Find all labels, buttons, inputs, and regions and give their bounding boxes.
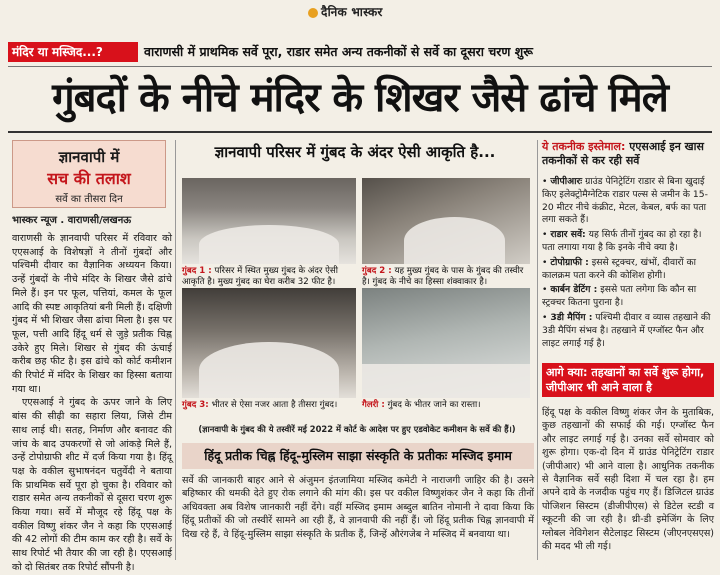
paragraph: वाराणसी के ज्ञानवापी परिसर में रविवार को एएसआई के विशेषज्ञों ने तीनों गुंबदों और पश्चिमी दीवार का वैज्ञानिक अध्ययन किया। उन्हें गुंबदों के नीचे मंदिर के शिखर जैसे ढांचे मिले हैं। इन पर फूल, पत्तियां, कमल के फूल आदि की स्पष्ट आकृतियां बनी मिली हैं। दक्षिणी गुंबद में भी शिखर जैसा ढांचा मिला है। इस पर फूल, पत्ती आदि हिंदू धर्म से जुड़े प्रतीक चिह्न उकेरे हुए मिले। शिखर से गुंबद की ऊंचाई करीब छह फीट है। इस ढांचे को कोर्ट कमीशन की रिपोर्ट में मंदिर के शिखर का हिस्सा बताया गया था। <box>12 233 172 395</box>
dome-3-photo <box>182 286 356 398</box>
series-logo <box>12 140 166 208</box>
whats-next-box: आगे क्या: तहखानों का सर्वे शुरू होगा, जीपीआर भी आने वाला है <box>542 363 714 397</box>
divider <box>8 131 712 133</box>
list-item: • जीपीआरः ग्राउंड पेनिट्रेटिंग राडार से बिना खुदाई किए इलेक्ट्रोमैग्नेटिक राडार पल्स से जमीन के 15-20 मीटर नीचे कंक्रीट, मेटल, केबल, बर्फ का पता लगा सकते हैं। <box>542 176 708 226</box>
list-item: • राडार सर्वे: यह सिर्फ तीनों गुंबद का हो रहा है। पता लगाया गया है कि इनके नीचे क्या है। <box>542 229 702 253</box>
list-item: • 3डी मैपिंग : पश्चिमी दीवार व व्यास तहखाने की 3डी मैपिंग संभव है। तहखाने में एग्जॉस्ट फैन और लाइट लगाई गई है। <box>542 311 711 349</box>
kicker-line: वाराणसी में प्राथमिक सर्वे पूरा, राडार समेत अन्य तकनीकों से सर्वे का दूसरा चरण शुरू <box>144 44 534 59</box>
tech-box-heading: ये तकनीक इस्तेमाल: एएसआई इन खास तकनीकों से कर रही सर्वे <box>542 140 704 167</box>
main-headline: गुंबदों के नीचे मंदिर के शिखर जैसे ढांचे मिले <box>52 75 668 121</box>
section-tag: मंदिर या मस्जिद...? <box>8 42 138 62</box>
list-item: • टोपोग्राफी : इससे स्ट्रक्चर, खंभों, दीवारों का कालक्रम पता करने की कोशिश होगी। <box>542 256 696 281</box>
gallery-photo <box>362 286 530 398</box>
list-item: • कार्बन डेटिंग : इससे पता लगेगा कि कौन सा स्ट्रक्चर कितना पुराना है। <box>542 284 697 309</box>
divider <box>8 66 712 67</box>
tech-list <box>542 176 714 352</box>
dome-2-photo <box>362 178 530 264</box>
mid-article-body: सर्वे की जानकारी बाहर आने से अंजुमन इंतजामिया मस्जिद कमेटी ने नाराजगी जाहिर की है। उसने बहिष्कार की धमकी देते हुए रोक लगाने की मांग की। इस पर वकील विष्णुशंकर जैन ने कहा कि तीनों अधिवक्ता अब विशेष जानकारी नहीं देंगे। वहीं मस्जिद इमाम अब्दुल बातिन नोमानी ने दावा किया कि हिंदू प्रतीकों की जो तस्वीरें सामने आ रही हैं, वे ज्ञानवापी की नहीं हैं। जो हिंदू प्रतीक चिह्न ज्ञानवापी में दिख रहे हैं, वे हिंदू-मुस्लिम साझा संस्कृति के प्रतीक हैं, जिन्हें औरंगजेब ने मस्जिद में बनवाया था। <box>182 475 534 540</box>
photo-caption: गैलरी : गुंबद के भीतर जाने का रास्ता। <box>362 400 530 411</box>
photo-caption: गुंबद 3: भीतर से ऐसा नजर आता है तीसरा गुंबद। <box>182 400 356 411</box>
column-divider <box>175 140 176 560</box>
series-logo-line3: सर्वे का तीसरा दिन <box>55 194 123 205</box>
sub-headline: हिंदू प्रतीक चिह्न हिंदू-मुस्लिम साझा संस्कृति के प्रतीकः मस्जिद इमाम <box>182 443 534 469</box>
photo-caption: गुंबद 2 : यह मुख्य गुंबद के पास के गुंबद की तस्वीर है। गुंबद के नीचे का हिस्सा शंक्वाकार है। <box>362 266 530 288</box>
column-divider <box>537 140 538 560</box>
photos-title: ज्ञानवापी परिसर में गुंबद के अंदर ऐसी आकृति है... <box>214 143 496 161</box>
left-article-body <box>12 232 172 575</box>
right-article-body: हिंदू पक्ष के वकील विष्णु शंकर जैन के मुताबिक, कुछ तहखानों की सफाई की गई। एग्जॉस्ट फैन और लाइट लगाई गई है। उनका सर्वे सोमवार को शुरू होगा। एक-दो दिन में ग्राउंड पेनिट्रेटिंग राडार (जीपीआर) भी आने वाला है। आधुनिक तकनीक से वैज्ञानिक सर्वे सही दिशा में चल रहा है। हम अपने दावे के नजदीक पहुंच गए हैं। डिजिटल ग्राउंड पोजिशन सिस्टम (डीजीपीएस) से डिटेल स्टडी व स्कूटनी की जा रही है। थ्री-डी इमेजिंग के लिए ग्लोबल नेविगेशन सैटेलाइट सिस्टम (जीएनएसएस) की मदद भी ली गई। <box>542 407 714 553</box>
series-logo-line2: सच की तलाश <box>47 169 131 188</box>
dome-1-photo <box>182 178 356 264</box>
photo-caption: गुंबद 1 : परिसर में स्थित मुख्य गुंबद के अंदर ऐसी आकृति है। मुख्य गुंबद का घेरा करीब 32 फीट है। <box>182 266 356 288</box>
byline: भास्कर न्यूज . वाराणसी/लखनऊ <box>12 215 132 226</box>
brand-logo-icon <box>308 8 318 18</box>
paragraph: एएसआई ने गुंबद के ऊपर जाने के लिए बांस की सीढ़ी का सहारा लिया, जिसे टीम साथ लाई थी। सतह, निर्माण और बनावट की जांच के बाद उपकरणों से जो आंकड़े मिले हैं, उन्हें टोपोग्राफी शीट में दर्ज किया गया है। हिंदू पक्ष के वकील सुभाषनंदन चतुर्वेदी ने बताया कि प्राथमिक सर्वे पूरा हो चुका है। रविवार को राडार समेत अन्य तकनीकों से दूसरा चरण शुरू किया गया। सर्वे में मौजूद रहे हिंदू पक्ष के वकील विष्णु शंकर जैन ने कहा कि एएसआई की 42 लोगों की टीम काम कर रही है। सर्वे के साथ रिपोर्ट भी तैयार की जा रही है। एएसआई को दो सितंबर तक रिपोर्ट सौंपनी है। <box>12 397 172 573</box>
series-logo-line1: ज्ञानवापी में <box>58 148 120 166</box>
photo-source-note: (ज्ञानवापी के गुंबद की ये तस्वीरें मई 2022 में कोर्ट के आदेश पर हुए एडवोकेट कमीशन के सर्वे की हैं।) <box>198 424 516 434</box>
masthead-brand: दैनिक भास्कर <box>308 3 382 20</box>
